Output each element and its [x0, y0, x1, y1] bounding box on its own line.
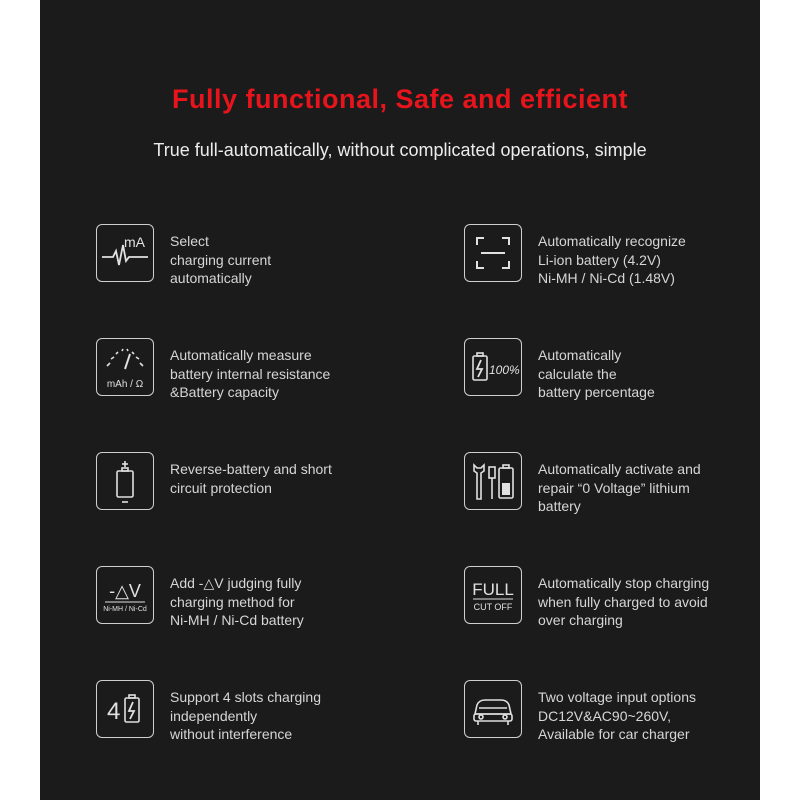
delta-v-icon	[96, 566, 154, 624]
feature-activate-repair	[464, 452, 764, 516]
repair-tools-icon	[464, 452, 522, 510]
battery-recognize-icon	[464, 224, 522, 282]
battery-polarity-icon	[96, 452, 154, 510]
feature-text: Automatically measure battery internal resistance &Battery capacity	[170, 347, 331, 400]
four-slots-icon	[96, 680, 154, 738]
feature-text: Reverse-battery and short circuit protection	[170, 461, 332, 496]
svg-text:100%: 100%	[489, 363, 520, 377]
current-icon	[96, 224, 154, 282]
feature-select-current	[96, 224, 396, 288]
feature-text: Support 4 slots charging independently without interference	[170, 689, 321, 742]
battery-percentage-icon	[464, 338, 522, 396]
feature-measure-resistance	[96, 338, 396, 402]
feature-text: Select charging current automatically	[170, 233, 272, 286]
page-title: Fully functional, Safe and efficient	[171, 84, 629, 114]
feature-text: Two voltage input options DC12V&AC90~260V, Available for car charger	[538, 689, 696, 742]
feature-voltage-input	[464, 680, 764, 744]
svg-text:FULL: FULL	[472, 580, 514, 599]
svg-text:4: 4	[107, 698, 121, 725]
feature-four-slots	[96, 680, 396, 744]
feature-text: Add -△V judging fully charging method for Ni-MH / Ni-Cd battery	[170, 575, 304, 628]
svg-text:-△V: -△V	[109, 581, 141, 601]
full-cutoff-icon	[464, 566, 522, 624]
svg-text:mAh / Ω: mAh / Ω	[106, 379, 144, 390]
feature-delta-v	[96, 566, 396, 630]
feature-panel	[40, 0, 760, 800]
svg-text:Ni-MH / Ni-Cd: Ni-MH / Ni-Cd	[103, 606, 147, 613]
feature-full-cutoff	[464, 566, 764, 630]
car-icon	[464, 680, 522, 738]
feature-text: Automatically calculate the battery percentage	[538, 347, 655, 400]
svg-text:mA: mA	[124, 234, 145, 250]
feature-recognize-battery	[464, 224, 764, 288]
svg-text:CUT OFF: CUT OFF	[473, 602, 513, 612]
page-subtitle: True full-automatically, without complicated operations, simple	[153, 140, 647, 160]
feature-text: Automatically stop charging when fully charged to avoid over charging	[538, 575, 710, 628]
feature-reverse-protection	[96, 452, 396, 516]
feature-battery-percentage	[464, 338, 764, 402]
meter-icon	[96, 338, 154, 396]
feature-text: Automatically activate and repair “0 Voltage” lithium battery	[538, 461, 701, 514]
feature-text: Automatically recognize Li-ion battery (4.2V) Ni-MH / Ni-Cd (1.48V)	[538, 233, 686, 286]
